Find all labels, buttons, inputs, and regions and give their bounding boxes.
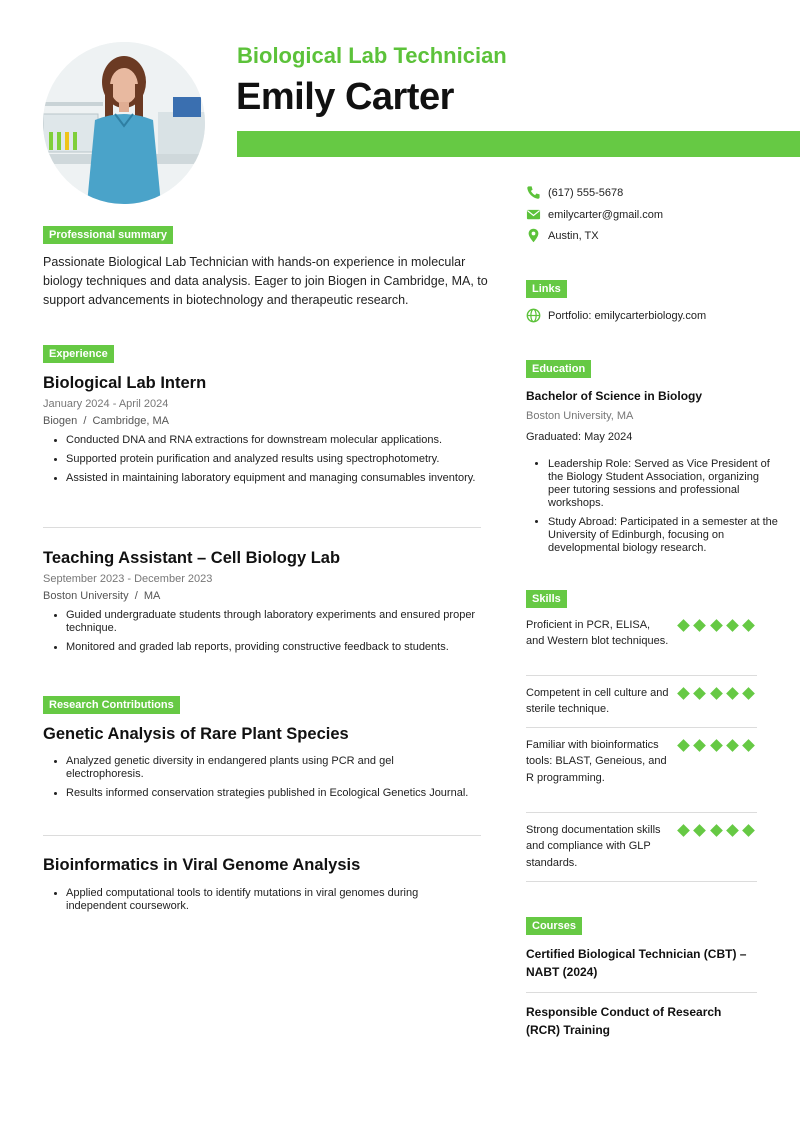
skill-rating: [679, 687, 760, 698]
divider: [526, 812, 757, 813]
job-title: Biological Lab Intern: [43, 374, 207, 392]
location-text: Austin, TX: [548, 229, 599, 242]
contact-email: [526, 207, 663, 222]
divider: [43, 527, 481, 528]
skill-rating: [679, 824, 760, 835]
portfolio-text[interactable]: Portfolio: emilycarterbiology.com: [548, 309, 707, 322]
rating-diamond-icon: [677, 687, 690, 700]
list-item: • Assisted in maintaining laboratory equipment and managing consumables inventory.: [66, 472, 476, 485]
education-bullets: [526, 458, 780, 561]
research-item: [43, 725, 488, 806]
skill-text: Familiar with bioinformatics tools: BLAST, Geneious, and R programming.: [526, 739, 667, 784]
skill-text: Competent in cell culture and sterile technique.: [526, 687, 669, 716]
rating-diamond-icon: [742, 687, 755, 700]
rating-diamond-icon: [677, 619, 690, 632]
experience-item: [43, 374, 488, 491]
phone-text: (617) 555-5678: [548, 186, 624, 199]
graduation-date: Graduated: May 2024: [526, 431, 633, 443]
skill-text: Proficient in PCR, ELISA, and Western blot techniques.: [526, 619, 669, 648]
research-heading: Research Contributions: [43, 696, 180, 714]
email-icon: [526, 207, 541, 222]
summary-heading: Professional summary: [43, 226, 173, 244]
job-company-line: Boston University / MA: [43, 590, 161, 602]
summary-text: Passionate Biological Lab Technician with hands-on experience in molecular biology techniques and data analysis. Eager to join Biogen in Cambridge, MA, to support advancements in biotechnology and therapeutic research.: [43, 255, 488, 307]
rating-diamond-icon: [710, 824, 723, 837]
course-item: Responsible Conduct of Research (RCR) Training: [526, 1005, 722, 1037]
school-name: Boston University, MA: [526, 410, 634, 422]
skill-rating: [679, 739, 760, 750]
experience-heading: Experience: [43, 345, 114, 363]
header-accent-bar: [237, 131, 800, 157]
profile-photo: [43, 42, 205, 204]
divider: [43, 835, 481, 836]
rating-diamond-icon: [710, 739, 723, 752]
email-text: emilycarter@gmail.com: [548, 208, 664, 221]
degree-title: Bachelor of Science in Biology: [526, 389, 703, 403]
rating-diamond-icon: [726, 619, 739, 632]
list-item: • Conducted DNA and RNA extractions for downstream molecular applications.: [66, 434, 476, 447]
experience-item: [43, 549, 488, 660]
list-item: • Analyzed genetic diversity in endangered plants using PCR and gel electrophoresis.: [66, 755, 471, 781]
job-bullets: [43, 609, 476, 654]
job-title: Teaching Assistant – Cell Biology Lab: [43, 549, 341, 567]
list-item: • Guided undergraduate students through laboratory experiments and ensured proper technique.: [66, 609, 476, 635]
rating-diamond-icon: [710, 619, 723, 632]
divider: [526, 727, 757, 728]
phone-icon: [526, 185, 541, 200]
skill-rating: [679, 619, 760, 630]
contact-phone: [526, 185, 623, 200]
list-item: • Applied computational tools to identify mutations in viral genomes during independent coursework.: [66, 887, 471, 913]
skills-heading: Skills: [526, 590, 567, 608]
job-company-line: Biogen / Cambridge, MA: [43, 415, 169, 427]
rating-diamond-icon: [742, 824, 755, 837]
links-heading: Links: [526, 280, 567, 298]
rating-diamond-icon: [726, 739, 739, 752]
list-item: • Monitored and graded lab reports, providing constructive feedback to students.: [66, 641, 476, 654]
rating-diamond-icon: [742, 739, 755, 752]
job-dates: January 2024 - April 2024: [43, 398, 169, 410]
portfolio-link[interactable]: [526, 308, 706, 323]
rating-diamond-icon: [693, 619, 706, 632]
rating-diamond-icon: [677, 824, 690, 837]
research-title: Genetic Analysis of Rare Plant Species: [43, 725, 349, 743]
list-item: • Study Abroad: Participated in a semester at the University of Edinburgh, focusing on developmental biology research.: [548, 516, 780, 555]
rating-diamond-icon: [742, 619, 755, 632]
research-title: Bioinformatics in Viral Genome Analysis: [43, 856, 361, 874]
education-heading: Education: [526, 360, 591, 378]
job-company: Boston University: [43, 590, 129, 602]
candidate-name: Emily Carter: [236, 76, 454, 118]
job-title: Biological Lab Technician: [237, 43, 507, 68]
job-location: MA: [143, 590, 161, 602]
divider: [526, 992, 757, 993]
rating-diamond-icon: [693, 739, 706, 752]
rating-diamond-icon: [726, 824, 739, 837]
divider: [526, 675, 757, 676]
location-pin-icon: [526, 228, 541, 243]
job-bullets: [43, 434, 476, 485]
skill-text: Strong documentation skills and compliance with GLP standards.: [526, 824, 661, 869]
list-item: • Supported protein purification and analyzed results using spectrophotometry.: [66, 453, 476, 466]
list-item: • Leadership Role: Served as Vice President of the Biology Student Association, organizing peer tutoring sessions and professional workshops.: [548, 458, 780, 510]
contact-location: [526, 228, 599, 243]
job-company: Biogen: [43, 415, 78, 427]
rating-diamond-icon: [726, 687, 739, 700]
research-bullets: [43, 887, 471, 913]
research-bullets: [43, 755, 471, 800]
rating-diamond-icon: [710, 687, 723, 700]
globe-icon: [526, 308, 541, 323]
course-item: Certified Biological Technician (CBT) – NABT (2024): [526, 947, 747, 979]
rating-diamond-icon: [693, 824, 706, 837]
rating-diamond-icon: [677, 739, 690, 752]
rating-diamond-icon: [693, 687, 706, 700]
courses-heading: Courses: [526, 917, 582, 935]
job-location: Cambridge, MA: [92, 415, 169, 427]
divider: [526, 881, 757, 882]
job-dates: September 2023 - December 2023: [43, 573, 213, 585]
list-item: • Results informed conservation strategies published in Ecological Genetics Journal.: [66, 787, 471, 800]
research-item: [43, 856, 488, 919]
